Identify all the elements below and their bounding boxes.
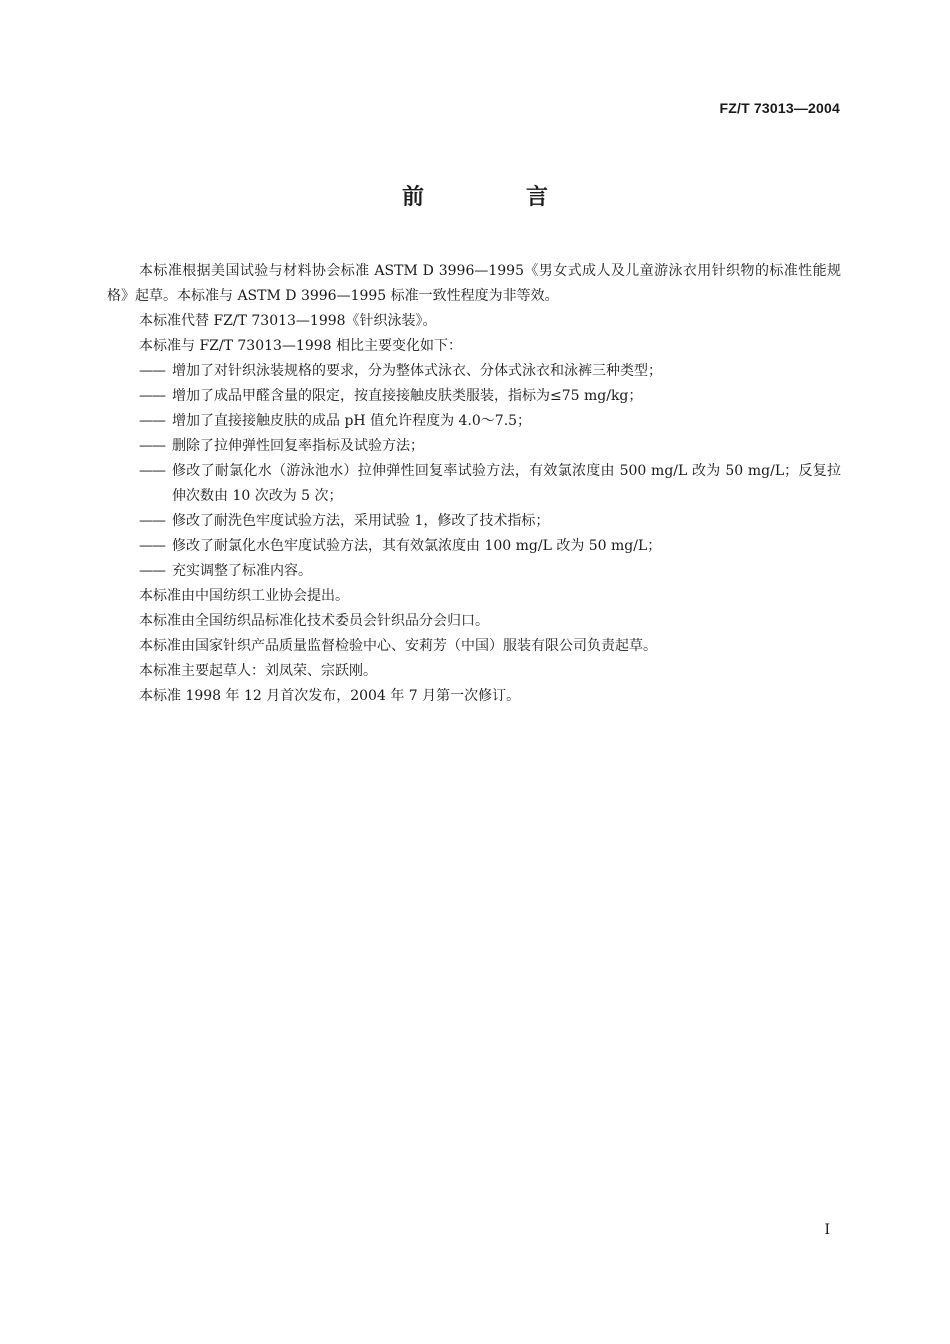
list-item — [107, 434, 841, 459]
list-item-text: 删除了拉伸弹性回复率指标及试验方法； — [172, 438, 424, 454]
list-item-text: 增加了对针织泳装规格的要求，分为整体式泳衣、分体式泳衣和泳裤三种类型； — [172, 363, 662, 379]
paragraph-drafting-units: 本标准由国家针织产品质量监督检验中心、安莉芳（中国）服装有限公司负责起草。 — [139, 638, 657, 654]
list-dash: —— — [139, 463, 165, 479]
list-dash: —— — [139, 363, 165, 379]
page-title: 前 言 — [401, 185, 588, 210]
list-item — [107, 384, 841, 409]
list-item — [107, 509, 841, 534]
list-dash: —— — [139, 413, 165, 429]
document-body — [107, 259, 841, 709]
list-item-text: 修改了耐氯化水色牢度试验方法，其有效氯浓度由 100 mg/L 改为 50 mg/L； — [172, 538, 662, 554]
list-item — [107, 359, 841, 384]
paragraph-replaces: 本标准代替 FZ/T 73013—1998《针织泳装》。 — [139, 313, 437, 329]
standard-code: FZ/T 73013—2004 — [719, 100, 840, 116]
paragraph-committee: 本标准由全国纺织品标准化技术委员会针织品分会归口。 — [139, 613, 489, 629]
list-dash: —— — [139, 563, 165, 579]
list-item-text: 修改了耐洗色牢度试验方法，采用试验 1，修改了技术指标； — [172, 513, 550, 529]
list-item-text: 增加了直接接触皮肤的成品 pH 值允许程度为 4.0～7.5； — [172, 413, 532, 429]
list-item-text: 充实调整了标准内容。 — [172, 563, 312, 579]
list-item — [107, 459, 841, 509]
list-item-text: 增加了成品甲醛含量的限定，按直接接触皮肤类服装，指标为≤75 mg/kg； — [172, 388, 643, 404]
paragraph-basis: 本标准根据美国试验与材料协会标准 ASTM D 3996—1995《男女式成人及儿童游泳衣用针织物的标准性能规格》起草。本标准与 ASTM D 3996—1995 标准一致性程度为非等效。 — [107, 263, 841, 304]
list-dash: —— — [139, 438, 165, 454]
list-item — [107, 409, 841, 434]
page-number: I — [824, 1222, 830, 1238]
list-item — [107, 534, 841, 559]
paragraph-drafters: 本标准主要起草人：刘凤荣、宗跃刚。 — [139, 663, 377, 679]
paragraph-proposer: 本标准由中国纺织工业协会提出。 — [139, 588, 349, 604]
list-dash: —— — [139, 538, 165, 554]
list-item — [107, 559, 841, 584]
paragraph-changes-intro: 本标准与 FZ/T 73013—1998 相比主要变化如下： — [139, 338, 463, 354]
paragraph-history: 本标准 1998 年 12 月首次发布，2004 年 7 月第一次修订。 — [139, 688, 521, 704]
list-dash: —— — [139, 513, 165, 529]
list-item-text: 修改了耐氯化水（游泳池水）拉伸弹性回复率试验方法，有效氯浓度由 500 mg/L 改为 50 mg/L；反复拉伸次数由 10 次改为 5 次； — [172, 463, 841, 504]
list-dash: —— — [139, 388, 165, 404]
